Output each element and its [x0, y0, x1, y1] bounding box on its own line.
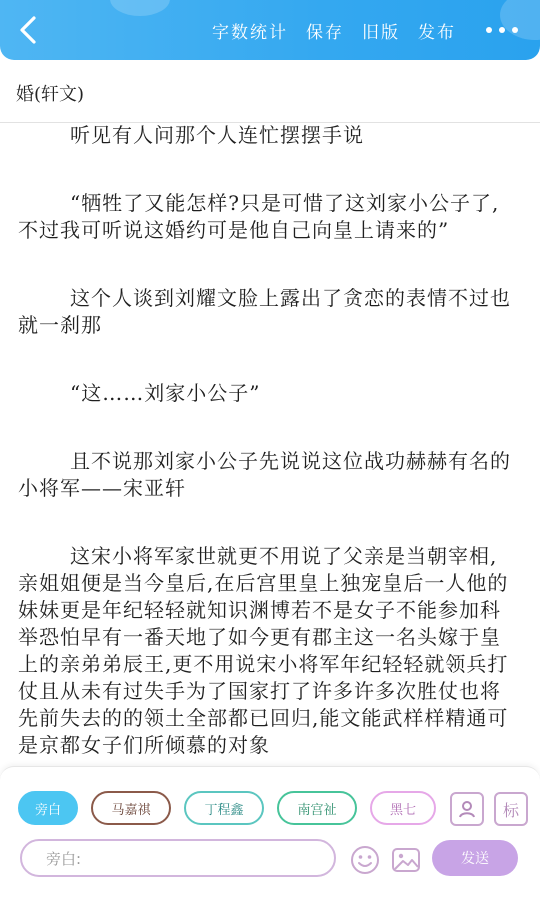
top-actions	[212, 0, 456, 60]
character-chip[interactable]: 黑七	[370, 791, 436, 825]
paragraph: 且不说那刘家小公子先说说这位战功赫赫有名的小将军——宋亚轩	[18, 449, 511, 500]
document-body[interactable]	[18, 120, 518, 766]
tag-button[interactable]: 标	[494, 792, 528, 826]
paragraph: 这个人谈到刘耀文脸上露出了贪恋的表情不过也就一刹那	[18, 286, 511, 337]
publish-button[interactable]: 发布	[418, 22, 456, 43]
decor-bubble	[110, 0, 170, 16]
character-chips	[18, 791, 436, 825]
person-card-icon[interactable]	[450, 792, 484, 826]
dot	[499, 27, 505, 33]
character-chip[interactable]: 南宫祉	[277, 791, 357, 825]
character-chip[interactable]: 马嘉祺	[91, 791, 171, 825]
chevron-left-icon	[14, 14, 44, 46]
paragraph: “这……刘家小公子”	[70, 381, 261, 405]
dialogue-input[interactable]: 旁白:	[20, 839, 336, 877]
more-dots-icon[interactable]	[486, 24, 518, 36]
dot	[486, 27, 492, 33]
old-version-button[interactable]: 旧版	[362, 22, 400, 43]
image-icon	[390, 844, 422, 876]
person-card-icon	[456, 798, 478, 820]
emoji-icon	[349, 844, 381, 876]
character-chip-narrator[interactable]: 旁白	[18, 791, 78, 825]
emoji-icon[interactable]	[349, 844, 381, 876]
top-bar	[0, 0, 540, 60]
back-button[interactable]	[14, 14, 44, 46]
title-row	[0, 64, 540, 123]
image-icon[interactable]	[390, 844, 422, 876]
document-title[interactable]: 婚(轩文)	[16, 84, 85, 105]
character-chip[interactable]: 丁程鑫	[184, 791, 264, 825]
dot	[512, 27, 518, 33]
dialogue-composer	[0, 766, 540, 905]
save-button[interactable]: 保存	[306, 22, 344, 43]
paragraph: “牺牲了又能怎样?只是可惜了这刘家小公子了,不过我可听说这婚约可是他自己向皇上请来的”	[18, 191, 500, 242]
paragraph: 听见有人问那个人连忙摆摆手说	[70, 123, 364, 147]
send-button[interactable]: 发送	[432, 840, 518, 876]
paragraph: 这宋小将军家世就更不用说了父亲是当朝宰相,亲姐姐便是当今皇后,在后宫里皇上独宠皇后一人他的妹妹更是年纪轻轻就知识渊博若不是女子不能参加科举恐怕早有一番天地了如今更有郡主这一名头嫁于皇上的亲弟弟辰王,更不用说宋小将军年纪轻轻就领兵打仗且从未有过失手为了国家打了许多许多次胜仗也将先前失去的的领土全部都已回归,能文能武样样精通可是京都女子们所倾慕的对象	[18, 544, 509, 757]
word-count-button[interactable]: 字数统计	[212, 22, 288, 43]
